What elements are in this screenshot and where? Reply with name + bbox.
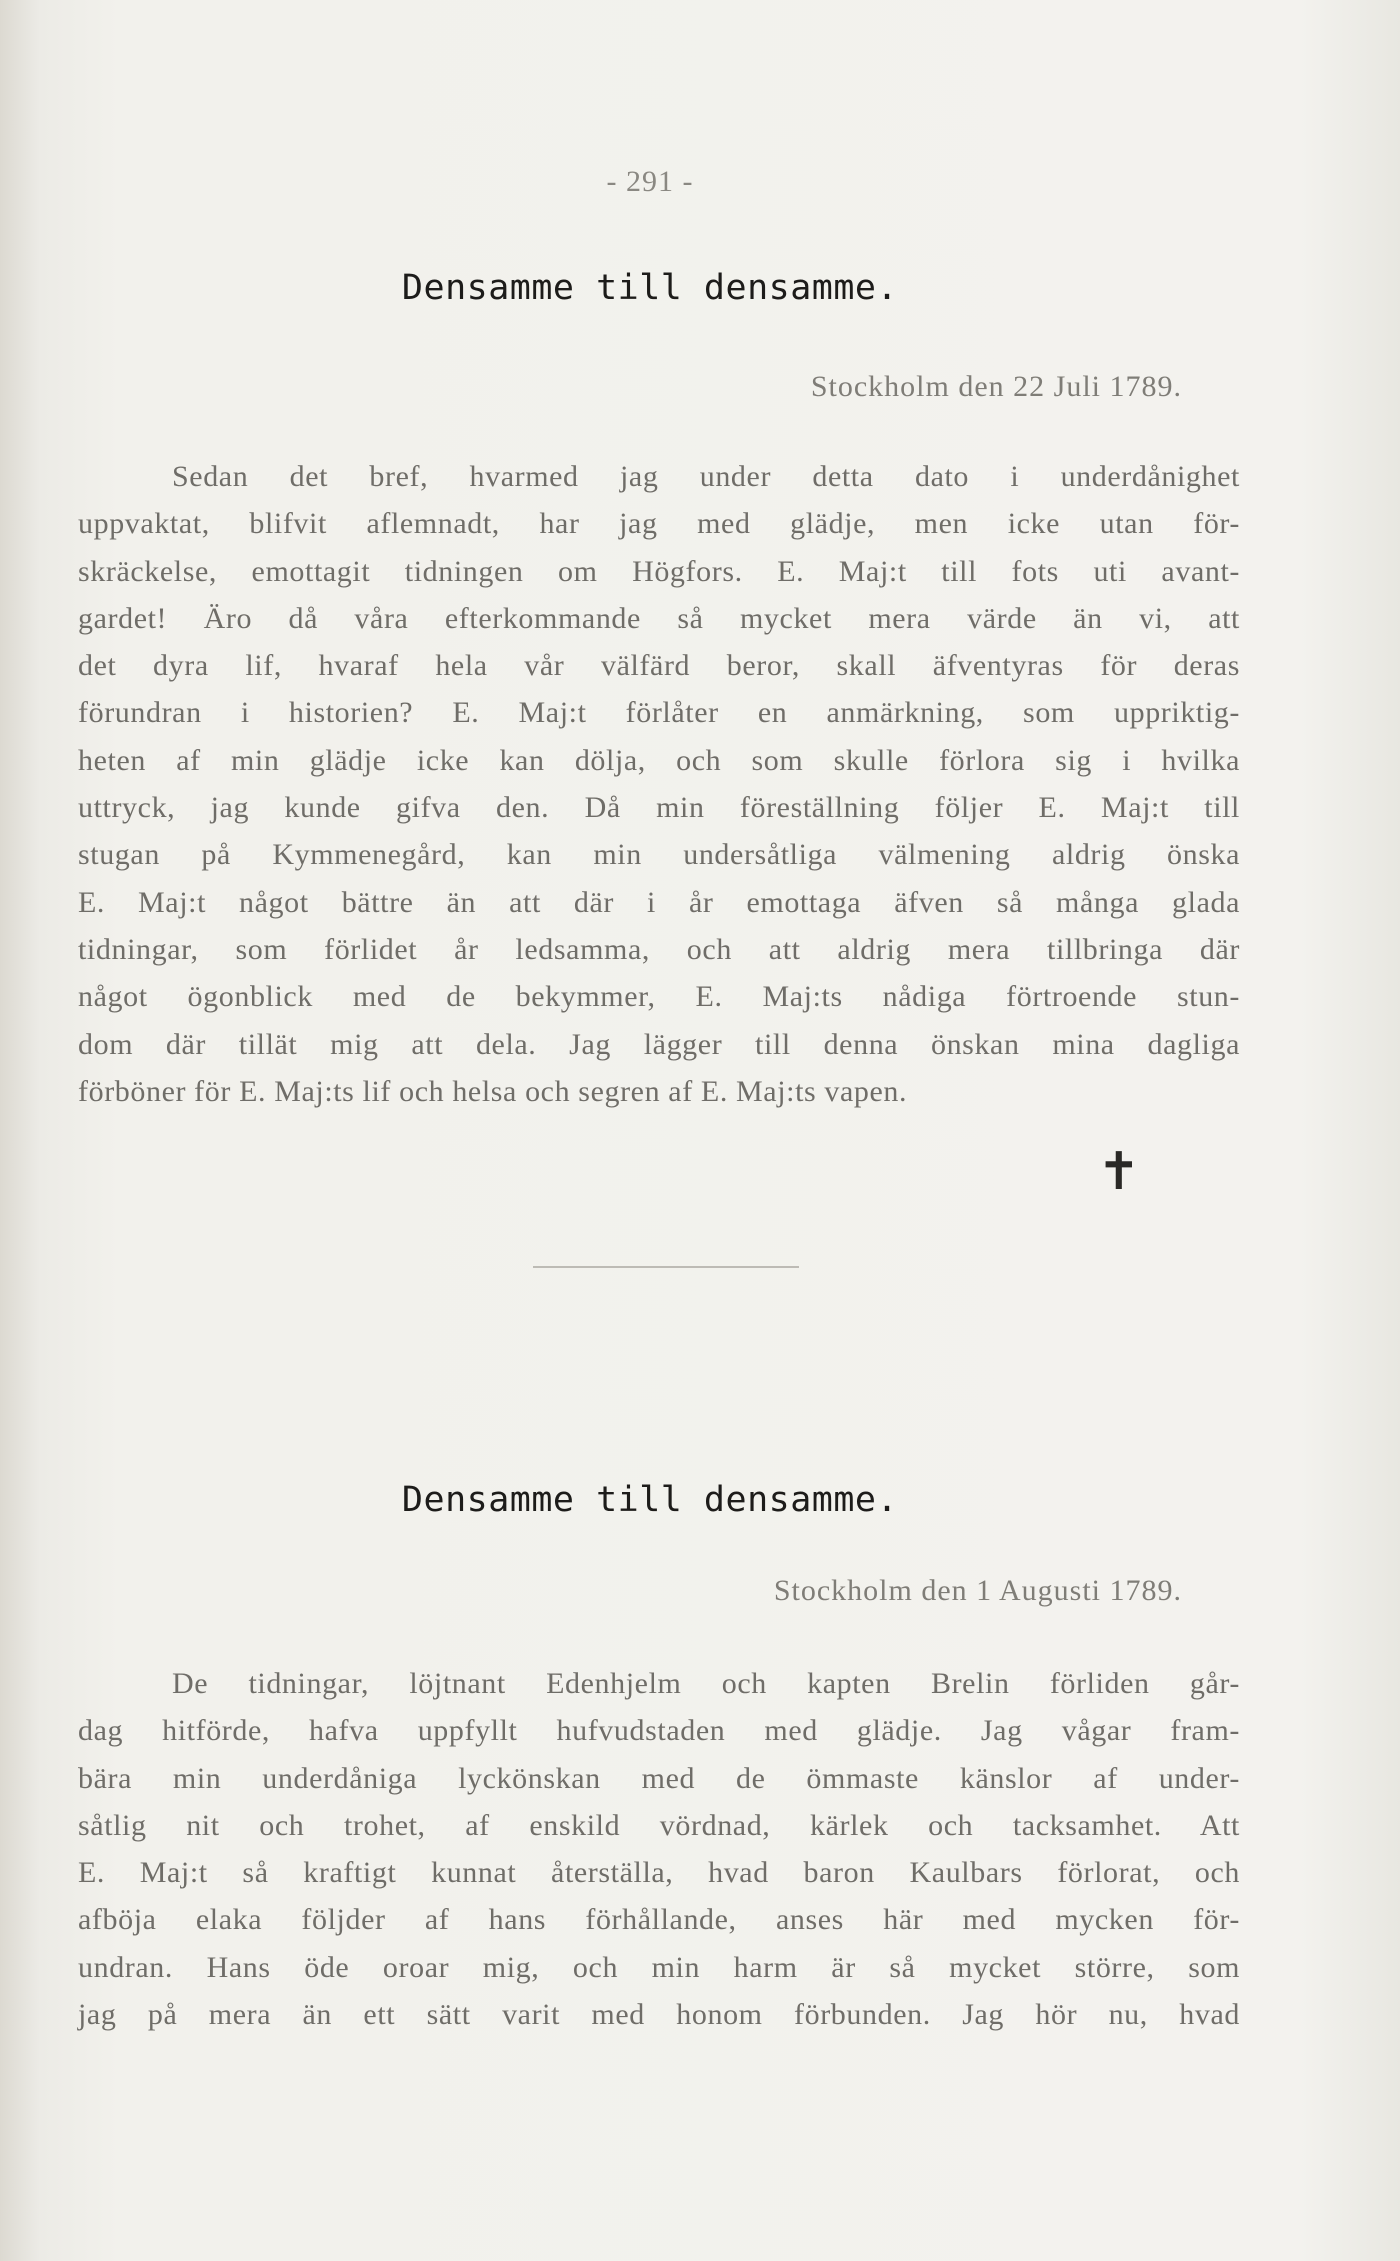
text-line: dag hitförde, hafva uppfyllt hufvudstaden med glädje. Jag vågar fram- <box>78 1714 1240 1748</box>
section-divider <box>533 1266 799 1268</box>
text-line: skräckelse, emottagit tidningen om Högfors. E. Maj:t till fots uti avant- <box>78 554 1240 588</box>
text-line: E. Maj:t så kraftigt kunnat återställa, hvad baron Kaulbars förlorat, och <box>78 1856 1240 1890</box>
text-line: stugan på Kymmenegård, kan min undersåtliga välmening aldrig önska <box>78 838 1240 872</box>
text-line: undran. Hans öde oroar mig, och min harm är så mycket större, som <box>78 1950 1240 1984</box>
text-line: förböner för E. Maj:ts lif och helsa och segren af E. Maj:ts vapen. <box>78 1074 908 1108</box>
letter-1-body <box>78 453 1240 1115</box>
text-line: förundran i historien? E. Maj:t förlåter en anmärkning, som uppriktig- <box>78 696 1240 730</box>
text-line: afböja elaka följder af hans förhållande, anses här med mycken för- <box>78 1903 1240 1937</box>
cross-icon: ✝ <box>1097 1142 1141 1202</box>
letter-2-body <box>78 1660 1240 2038</box>
text-line: E. Maj:t något bättre än att där i år emottaga äfven så många glada <box>78 885 1240 919</box>
letter-2-dateline: Stockholm den 1 Augusti 1789. <box>773 1574 1182 1607</box>
text-line: såtlig nit och trohet, af enskild vördnad, kärlek och tacksamhet. Att <box>78 1808 1240 1842</box>
text-line: heten af min glädje icke kan dölja, och som skulle förlora sig i hvilka <box>78 743 1240 777</box>
text-line: det dyra lif, hvaraf hela vår välfärd beror, skall äfventyras för deras <box>78 649 1240 683</box>
text-line: bära min underdåniga lyckönskan med de ömmaste känslor af under- <box>78 1761 1240 1795</box>
text-line: jag på mera än ett sätt varit med honom förbunden. Jag hör nu, hvad <box>78 1998 1240 2032</box>
text-line: dom där tillät mig att dela. Jag lägger till denna önskan mina dagliga <box>78 1027 1240 1061</box>
text-line: tidningar, som förlidet år ledsamma, och att aldrig mera tillbringa där <box>78 932 1240 966</box>
letter-1-heading: Densamme till densamme. <box>401 268 899 308</box>
page-number: - 291 - <box>606 165 694 198</box>
text-line: något ögonblick med de bekymmer, E. Maj:ts nådiga förtroende stun- <box>78 980 1240 1014</box>
text-line: gardet! Äro då våra efterkommande så mycket mera värde än vi, att <box>78 601 1240 635</box>
letter-2-heading: Densamme till densamme. <box>401 1480 899 1520</box>
letter-1-dateline: Stockholm den 22 Juli 1789. <box>810 370 1182 403</box>
text-line: De tidningar, löjtnant Edenhjelm och kapten Brelin förliden går- <box>172 1667 1240 1700</box>
text-line: uttryck, jag kunde gifva den. Då min föreställning följer E. Maj:t till <box>78 791 1240 825</box>
text-line: Sedan det bref, hvarmed jag under detta dato i underdånighet <box>172 460 1240 493</box>
text-line: uppvaktat, blifvit aflemnadt, har jag med glädje, men icke utan för- <box>78 507 1240 541</box>
